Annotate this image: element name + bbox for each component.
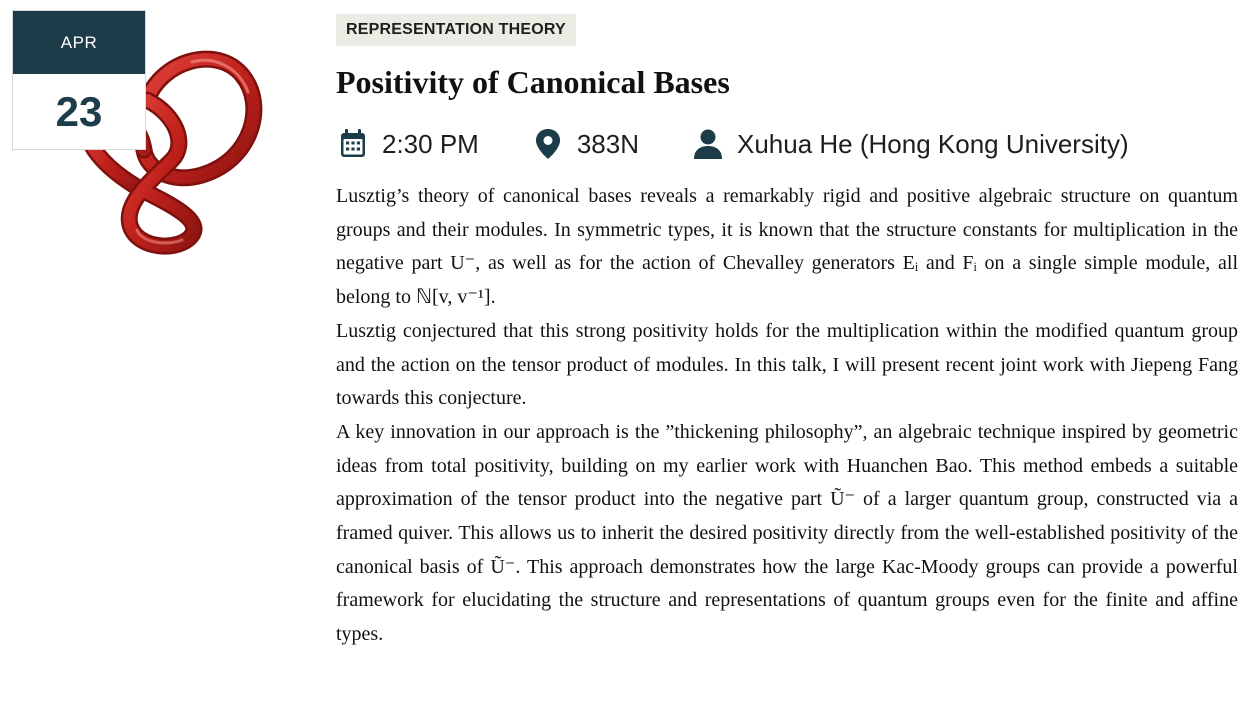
calendar-icon — [336, 127, 370, 161]
date-month: APR — [13, 11, 145, 74]
event-time-text: 2:30 PM — [382, 128, 479, 159]
map-pin-icon — [531, 127, 565, 161]
abstract-paragraph: Lusztig conjectured that this strong positivity holds for the multiplication within the modified quantum group and the action on the tensor product of modules. In this talk, I will present recent joint work with Jiepeng Fang towards this conjecture. — [336, 319, 1238, 410]
event-abstract — [336, 180, 1238, 652]
event-speaker — [691, 127, 1129, 161]
event-location-text: 383N — [576, 128, 639, 159]
event-meta — [336, 124, 1238, 164]
category-tag[interactable]: REPRESENTATION THEORY — [336, 14, 576, 46]
date-day: 23 — [55, 88, 103, 135]
event-speaker-text[interactable]: Xuhua He (Hong Kong University) — [736, 128, 1129, 159]
abstract-paragraph: A key innovation in our approach is the ”thickening philosophy”, an algebraic technique inspired by geometric ideas from total positivity, building on my earlier work with Huanchen Bao. This method embeds a suitable approximation of the tensor product into the negative part Ũ⁻ of a larger quantum group, constructed via a framed quiver. This allows us to inherit the desired positivity directly from the well-established positivity of the canonical basis of Ũ⁻. This approach demonstrates how the large Kac-Moody groups can provide a powerful framework for elucidating the structure and representations of quantum groups even for the finite and affine types. — [336, 420, 1238, 646]
event-time — [336, 127, 479, 161]
abstract-paragraph: Lusztig’s theory of canonical bases reveals a remarkably rigid and positive algebraic structure on quantum groups and their modules. In symmetric types, it is known that the structure constants for multiplication in the negative part U⁻, as well as for the action of Chevalley generators Eᵢ and Fᵢ on a single simple module, all belong to ℕ[v, v⁻¹]. — [336, 185, 1238, 309]
event-content — [336, 14, 1238, 652]
person-icon — [691, 127, 725, 161]
event-location — [531, 127, 639, 161]
event-thumbnail[interactable] — [12, 10, 302, 270]
event-title[interactable]: Positivity of Canonical Bases — [336, 64, 730, 100]
date-badge — [12, 10, 146, 150]
